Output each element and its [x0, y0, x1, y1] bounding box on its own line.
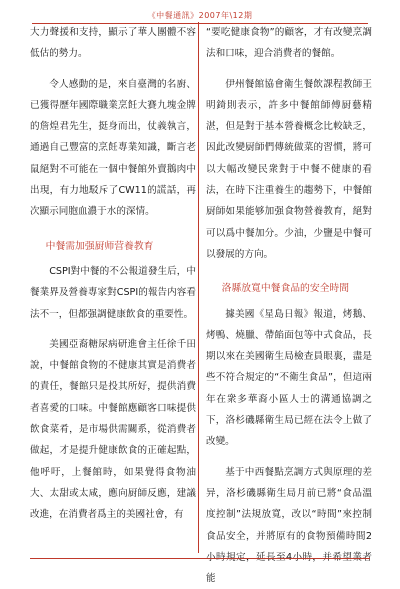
page-header-title: 《中餐通訊》2007年\12期 [147, 11, 253, 20]
paragraph: 大力聲援和支持，顯示了華人團體不容低估的勢力。 [30, 27, 196, 60]
footer-rule [30, 558, 370, 559]
paragraph: 令人感動的是，來自臺灣的名廚、已獲得歷年國際職業烹飪大賽九塊金牌的詹煌君先生，挺身而出，仗義執言，通過自己豐富的烹飪專業知識，斷言老鼠絕對不可能在一個中餐館外賣鵝肉中出現，有力地駁斥了CW11的謊話，再次顯示同胞血濃于水的深情。 [30, 78, 196, 218]
page-header [0, 10, 400, 21]
paragraph: “要吃健康食物”的顧客，才有改變烹調法和口味，迎合消費者的餐館。 [206, 27, 372, 60]
left-column [30, 22, 196, 553]
paragraph: 伊州餐館協會衛生餐飲課程教師王明錡則表示，許多中餐館師傅厨藝精湛，但是對于基本營養概念比較缺乏，因此改變厨師們傳統做菜的習慣，將可以大幅改變民衆對于中餐不健康的看法，在時下注重養生的趨勢下，中餐館厨師如果能够加强食物營養教育，絕對可以爲中餐加分。少油，少鹽是中餐可以發展的方向。 [206, 78, 372, 260]
right-column [206, 22, 372, 585]
paragraph: 基于中西餐點烹調方式與原理的差异，洛杉磯縣衛生局月前已將“食品溫度控制”法規放寬，改以“時間”來控制食品安全，并將原有的食物預備時間2小時規定，延長至4小時，并希望業者能 [206, 466, 372, 585]
section-heading: 中餐需加强厨师营養教育 [45, 240, 154, 252]
paragraph: 據美國《星島日報》報道，烤鵝、烤鴨、燒臘、帶餡面包等中式食品，長期以來在美國衛生局檢查員眼裏，盡是些不符合規定的“不衛生食品”，但這兩年在衆多華裔小區人士的溝通協調之下，洛杉磯縣衛生局已經在法令上做了改變。 [206, 308, 372, 448]
column-divider [198, 22, 199, 553]
paragraph: 美國亞裔糖尿病研進會主任徐千田說，中餐館食物的不健康其實是消費者的責任，餐館只是投其所好，提供消費者喜愛的口味。中餐館應顧客口味提供飲食菜肴，是市場供需關系，從消費者做起，才是提升健康飲食的正確起點，他呼吁，上餐館時，如果覺得食物油大、太甜或太咸，應向厨師反應，建議改進，在消費者爲主的美國社會，有 [30, 338, 196, 521]
paragraph: CSPI對中餐的不公報道發生后，中餐業界及營養專家對CSPI的報告内容看法不一，但都强調健康飲食的重要性。 [30, 265, 196, 320]
section-heading: 洛縣放寬中餐食品的安全時間 [221, 283, 350, 295]
